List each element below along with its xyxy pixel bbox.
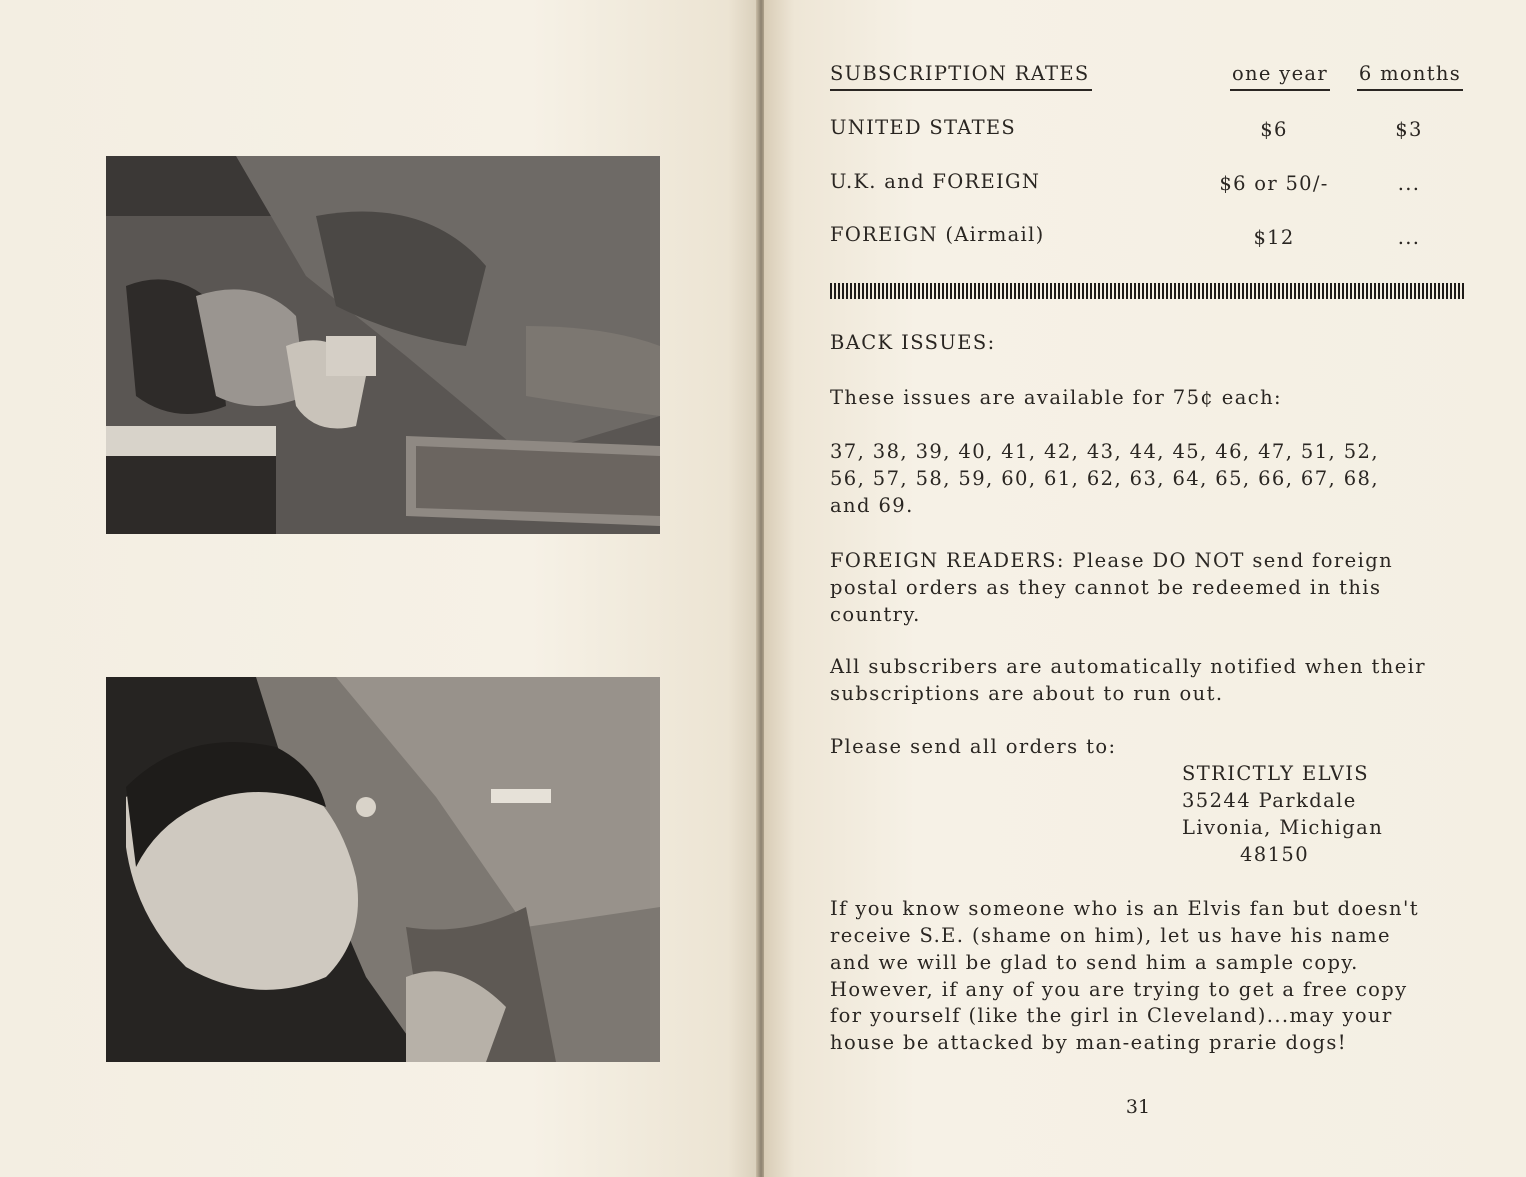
foreign-readers-line: FOREIGN READERS: Please DO NOT send foreign [830, 549, 1394, 572]
address-city: Livonia, Michigan [1182, 816, 1384, 839]
rate-row-region: FOREIGN (Airmail) [830, 223, 1045, 246]
subscribers-note-line: All subscribers are automatically notified when their [830, 655, 1426, 678]
closing-line: receive S.E. (shame on him), let us have his name [830, 924, 1391, 947]
rate-row-six-months: $3 [1395, 118, 1423, 141]
closing-line: for yourself (like the girl in Cleveland)...may your [830, 1004, 1393, 1027]
ornamental-divider [830, 281, 1464, 301]
back-issues-list-line: 56, 57, 58, 59, 60, 61, 62, 63, 64, 65, 66, 67, 68, [830, 467, 1379, 490]
foreign-readers-line: country. [830, 603, 921, 626]
rate-row-one-year: $6 [1260, 118, 1288, 141]
foreign-readers-line: postal orders as they cannot be redeemed in this [830, 576, 1382, 599]
column-one-year: one year [1230, 62, 1330, 91]
left-page [0, 0, 758, 1177]
rate-row-six-months: ... [1397, 172, 1421, 195]
photo-soldier-with-hat [106, 156, 660, 534]
rate-row-one-year: $12 [1253, 226, 1295, 249]
back-issues-list-line: and 69. [830, 494, 914, 517]
rate-row-one-year: $6 or 50/- [1219, 172, 1329, 195]
closing-line: house be attacked by man-eating prarie dogs! [830, 1031, 1348, 1054]
rate-row-region: UNITED STATES [830, 116, 1017, 139]
photo-soldier-uniform [106, 677, 660, 1062]
orders-intro: Please send all orders to: [830, 735, 1117, 758]
address-name: STRICTLY ELVIS [1182, 762, 1370, 785]
column-six-months: 6 months [1356, 62, 1464, 91]
back-issues-list-line: 37, 38, 39, 40, 41, 42, 43, 44, 45, 46, 47, 51, 52, [830, 440, 1379, 463]
address-zip: 48150 [1240, 843, 1310, 866]
closing-line: However, if any of you are trying to get a free copy [830, 978, 1408, 1001]
closing-line: and we will be glad to send him a sample copy. [830, 951, 1359, 974]
page-number: 31 [1125, 1096, 1151, 1118]
back-issues-heading: BACK ISSUES: [830, 331, 996, 354]
closing-line: If you know someone who is an Elvis fan but doesn't [830, 897, 1419, 920]
rate-row-six-months: ... [1397, 226, 1421, 249]
subscribers-note-line: subscriptions are about to run out. [830, 682, 1224, 705]
subscription-heading: SUBSCRIPTION RATES [830, 62, 1092, 85]
rate-row-region: U.K. and FOREIGN [830, 170, 1041, 193]
back-issues-intro: These issues are available for 75¢ each: [830, 386, 1283, 409]
address-street: 35244 Parkdale [1182, 789, 1357, 812]
